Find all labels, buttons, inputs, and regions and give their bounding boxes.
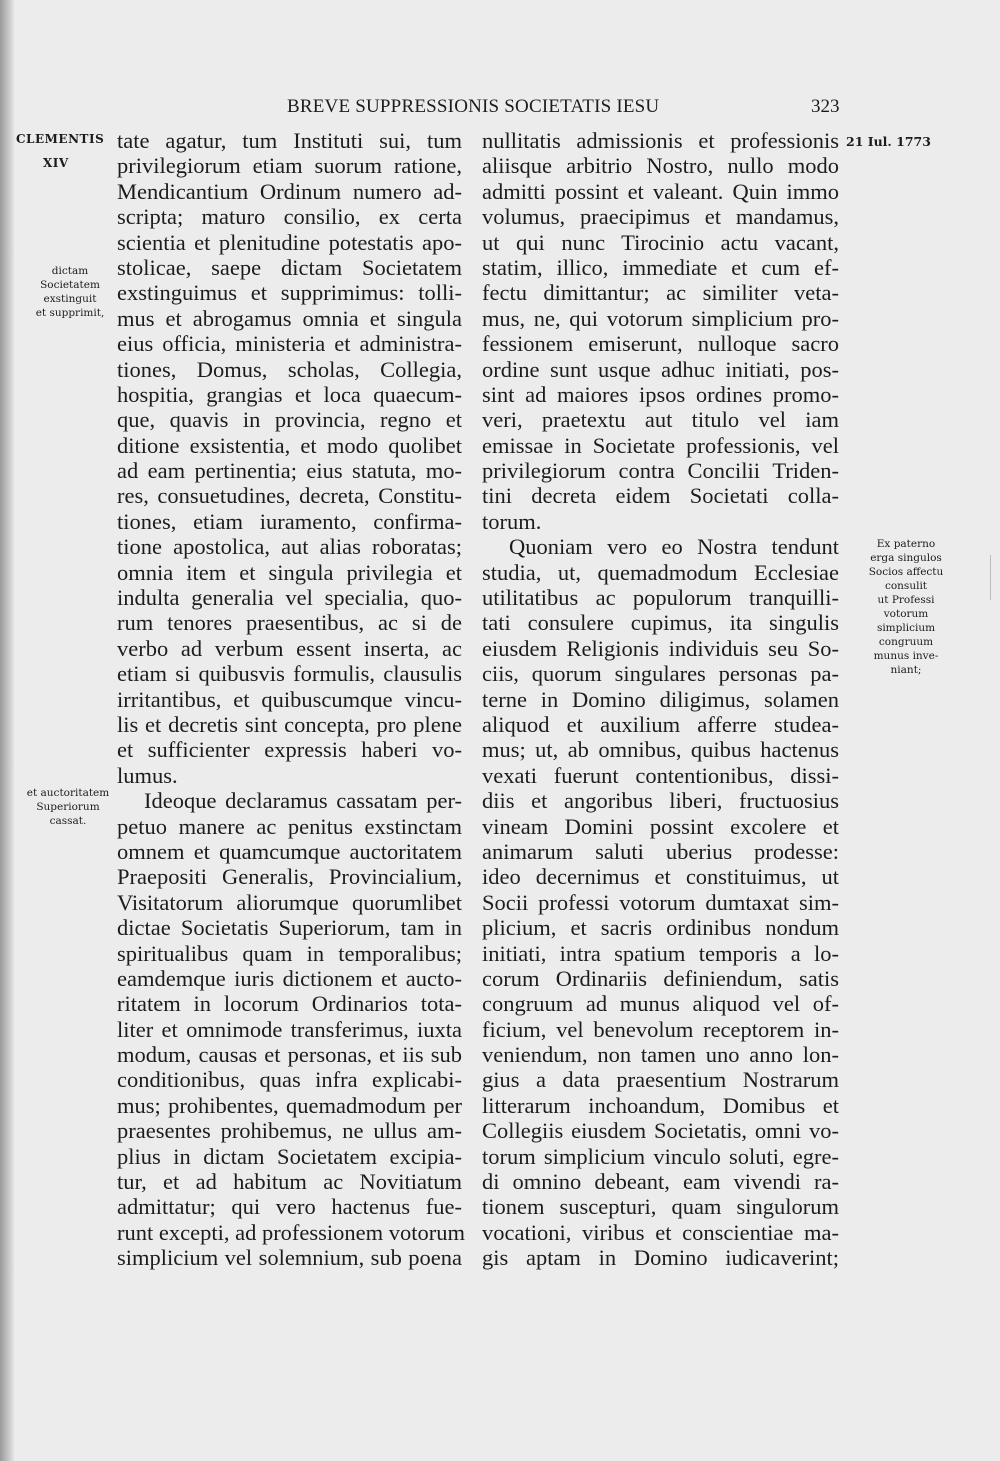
margin-note-line: Ex paterno — [876, 538, 936, 550]
margin-note-suppression — [22, 264, 118, 320]
text-line: di omnino debeant, eam vivendi ra- — [482, 1169, 839, 1195]
text-line: conditionibus, quas infra explicabi- — [117, 1067, 462, 1093]
text-line: fessionem emiserunt, nulloque sacro — [482, 331, 839, 357]
text-line: Praepositi Generalis, Provincialium, — [117, 864, 462, 890]
text-line: mus; ut, ab omnibus, quibus hactenus — [482, 737, 839, 763]
text-line: ciis, quorum singulares personas pa- — [482, 661, 839, 687]
margin-heading-clementis: CLEMENTIS — [16, 132, 105, 146]
text-line: lumus. — [117, 762, 178, 788]
binding-shadow — [0, 0, 14, 1461]
running-title: BREVE SUPPRESSIONIS SOCIETATIS IESU — [287, 96, 660, 117]
scan-mark — [990, 555, 991, 600]
margin-note-line: ut Professi — [877, 594, 935, 606]
text-line: tini decreta eidem Societati colla- — [482, 483, 839, 509]
margin-heading-pope-number: XIV — [43, 156, 69, 170]
margin-date: 21 Iul. 1773 — [846, 134, 931, 149]
text-line: tati consulere cupimus, ita singulis — [482, 610, 839, 636]
margin-note-line: Societatem — [40, 279, 100, 291]
text-line: simplicium vel solemnium, sub poena — [117, 1245, 462, 1271]
text-line: torum simplicium vinculo soluti, egre- — [482, 1143, 839, 1169]
text-line: spiritualibus quam in temporalibus; — [117, 940, 462, 966]
margin-note-line: consulit — [884, 580, 928, 592]
text-line: congruum ad munus aliquod vel of- — [482, 991, 839, 1017]
text-line: scientia et plenitudine potestatis apo- — [117, 229, 462, 255]
margin-note-line: cassat. — [49, 815, 87, 827]
text-line: sint ad maiores ipsos ordines promo- — [482, 381, 839, 407]
text-line: runt excepti, ad professionem votorum — [117, 1219, 466, 1245]
text-line: emissae in Societate professionis, vel — [482, 432, 839, 458]
margin-note-line: Superiorum — [36, 801, 100, 813]
text-line: ficium, vel benevolum receptorem in- — [482, 1016, 839, 1042]
text-line: studia, ut, quemadmodum Ecclesiae — [482, 559, 839, 585]
text-line: res, consuetudines, decreta, Constitu- — [117, 483, 462, 509]
text-line: exstinguimus et supprimimus: tolli- — [117, 280, 462, 306]
margin-note-line: votorum — [883, 608, 929, 620]
text-line: mus, ne, qui votorum simplicium pro- — [482, 305, 839, 331]
text-line: ideo decernimus et constituimus, ut — [482, 864, 839, 890]
text-line: ad eam pertinentia; eius statuta, mo- — [117, 458, 462, 484]
text-line: ritatem in locorum Ordinarios tota- — [117, 991, 462, 1017]
text-line: Quoniam vero eo Nostra tendunt — [509, 534, 839, 560]
text-line: omnia item et singula privilegia et — [117, 559, 462, 585]
text-line: etiam si quibusvis formulis, clausulis — [117, 661, 462, 687]
margin-note-line: munus inve- — [873, 650, 939, 662]
text-line: que, quavis in provincia, regno et — [117, 407, 462, 433]
text-line: Ideoque declaramus cassatam per- — [144, 788, 462, 814]
text-line: admittatur; qui vero hactenus fue- — [117, 1194, 462, 1220]
margin-note-line: et auctoritatem — [26, 787, 110, 799]
margin-note-line: congruum — [878, 636, 934, 648]
text-line: rum tenores praesentibus, ac si de — [117, 610, 462, 636]
text-line: Socii professi votorum dumtaxat sim- — [482, 889, 839, 915]
text-column-right — [482, 128, 839, 1271]
text-line: irritantibus, et quibuscumque vincu- — [117, 686, 462, 712]
text-line: modum, causas et personas, et iis sub — [117, 1042, 462, 1068]
text-line: aliisque arbitrio Nostro, nullo modo — [482, 153, 839, 179]
text-line: diis et angoribus liberi, fructuosius — [482, 788, 839, 814]
margin-note-authority — [18, 786, 118, 828]
text-line: plicium, et sacris ordinibus nondum — [482, 915, 839, 941]
text-column-left — [117, 128, 466, 1271]
text-line: scripta; maturo consilio, ex certa — [117, 204, 462, 230]
text-line: torum. — [482, 508, 542, 534]
text-line: hospitia, grangias et loca quaecum- — [117, 381, 462, 407]
text-line: eius officia, ministeria et administra- — [117, 331, 462, 357]
text-line: nullitatis admissionis et professionis — [482, 128, 839, 153]
text-line: plius in dictam Societatem excipia- — [117, 1143, 462, 1169]
margin-note-line: Socios affectu — [868, 566, 944, 578]
text-line: tiones, Domus, scholas, Collegia, — [117, 356, 462, 382]
text-line: eamdemque iuris dictionem et aucto- — [117, 965, 462, 991]
text-line: tiones, etiam iuramento, confirma- — [117, 508, 462, 534]
text-line: ditione exsistentia, et modo quolibet — [117, 432, 462, 458]
text-line: praesentes prohibemus, ne ullus am- — [117, 1118, 462, 1144]
margin-note-line: simplicium — [876, 622, 936, 634]
page-header — [0, 96, 1000, 122]
text-line: vexati fuerunt contentionibus, dissi- — [482, 762, 839, 788]
text-line: aliquod et auxilium afferre studea- — [482, 711, 839, 737]
text-line: terne in Domino diligimus, solamen — [482, 686, 839, 712]
text-line: corum Ordinariis definiendum, satis — [482, 965, 839, 991]
text-line: Visitatorum aliorumque quorumlibet — [117, 889, 462, 915]
text-line: gis aptam in Domino iudicaverint; — [482, 1245, 839, 1271]
text-line: verbo ad verbum essent inserta, ac — [117, 635, 462, 661]
text-line: omnem et quamcumque auctoritatem — [117, 838, 462, 864]
text-line: privilegiorum etiam suorum ratione, — [117, 153, 462, 179]
text-line: dictae Societatis Superiorum, tam in — [117, 915, 462, 941]
page-number: 323 — [811, 96, 840, 117]
text-line: tate agatur, tum Instituti sui, tum — [117, 128, 462, 153]
text-line: tione apostolica, aut alias roboratas; — [117, 534, 462, 560]
text-line: ordine sunt usque adhuc initiati, pos- — [482, 356, 839, 382]
margin-note-professi — [850, 537, 962, 677]
text-line: tur, et ad habitum ac Novitiatum — [117, 1169, 462, 1195]
margin-note-line: et supprimit, — [35, 307, 105, 319]
text-line: Mendicantium Ordinum numero ad- — [117, 178, 462, 204]
text-line: privilegiorum contra Concilii Triden- — [482, 458, 839, 484]
margin-note-line: erga singulos — [870, 552, 942, 564]
text-line: vineam Domini possint excolere et — [482, 813, 839, 839]
text-line: gius a data praesentium Nostrarum — [482, 1067, 839, 1093]
margin-note-line: niant; — [890, 664, 922, 676]
text-line: mus; prohibentes, quemadmodum per — [117, 1092, 462, 1118]
margin-note-line: dictam — [51, 265, 89, 277]
text-line: eiusdem Religionis individuis seu So- — [482, 635, 839, 661]
text-line: veri, praetextu aut titulo vel iam — [482, 407, 839, 433]
text-line: et sufficienter expressis haberi vo- — [117, 737, 462, 763]
text-line: lis et decretis sint concepta, pro plene — [117, 711, 462, 737]
text-line: liter et omnimode transferimus, iuxta — [117, 1016, 462, 1042]
text-line: veniendum, non tamen uno anno lon- — [482, 1042, 839, 1068]
text-line: stolicae, saepe dictam Societatem — [117, 254, 462, 280]
text-line: animarum saluti uberius prodesse: — [482, 838, 839, 864]
text-line: indulta generalia vel specialia, quo- — [117, 585, 462, 611]
text-line: litterarum inchoandum, Domibus et — [482, 1092, 839, 1118]
text-line: Collegiis eiusdem Societatis, omni vo- — [482, 1118, 839, 1144]
margin-note-line: exstinguit — [43, 293, 97, 305]
text-line: fectu dimittantur; ac similiter veta- — [482, 280, 839, 306]
text-line: initiati, intra spatium temporis a lo- — [482, 940, 839, 966]
text-line: admitti possint et valeant. Quin immo — [482, 178, 839, 204]
text-line: petuo manere ac penitus exstinctam — [117, 813, 462, 839]
text-line: ut qui nunc Tirocinio actu vacant, — [482, 229, 839, 255]
text-line: volumus, praecipimus et mandamus, — [482, 204, 839, 230]
text-line: utilitatibus ac populorum tranquilli- — [482, 585, 839, 611]
text-line: mus et abrogamus omnia et singula — [117, 305, 462, 331]
text-line: tionem suscepturi, quam singulorum — [482, 1194, 839, 1220]
text-line: vocationi, viribus et conscientiae ma- — [482, 1219, 839, 1245]
text-line: statim, illico, immediate et cum ef- — [482, 254, 839, 280]
